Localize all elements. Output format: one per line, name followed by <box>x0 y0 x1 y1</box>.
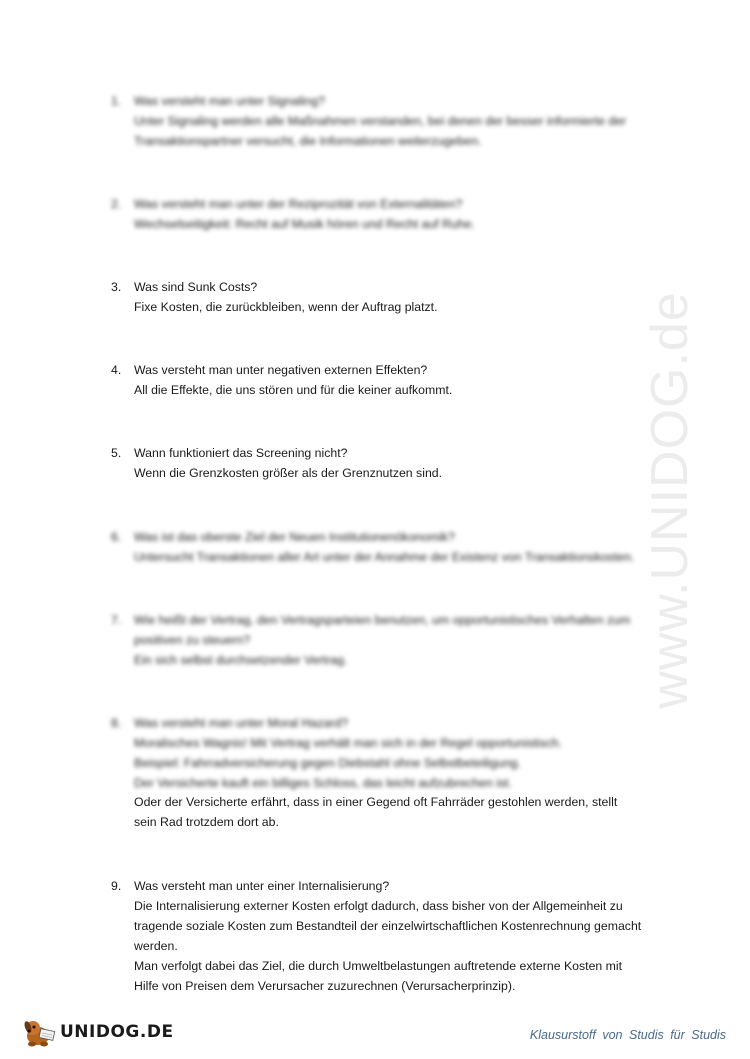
item-number: 9. <box>111 879 122 893</box>
qa-item <box>111 713 651 793</box>
dog-icon <box>22 1016 58 1048</box>
item-body <box>134 792 651 832</box>
answer-text: positiven zu steuern? <box>134 633 251 647</box>
item-number: 2. <box>111 197 122 211</box>
qa-item <box>111 610 651 670</box>
question-text: Was versteht man unter negativen externen Effekten? <box>134 363 428 377</box>
question-text: Was versteht man unter der Reziprozität von Externalitäten? <box>134 197 463 211</box>
answer-text: Fixe Kosten, die zurückbleiben, wenn der Auftrag platzt. <box>134 300 438 314</box>
watermark: www.UNIDOG.de <box>641 291 699 709</box>
answer-text: sein Rad trotzdem dort ab. <box>134 815 279 829</box>
question-text: Wann funktioniert das Screening nicht? <box>134 446 348 460</box>
answer-text: Wenn die Grenzkosten größer als der Grenznutzen sind. <box>134 466 443 480</box>
item-body <box>134 713 651 793</box>
question-text: Was sind Sunk Costs? <box>134 280 258 294</box>
answer-text: Die Internalisierung externer Kosten erfolgt dadurch, dass bisher von der Allgemeinheit zu <box>134 899 623 913</box>
item-number: 4. <box>111 363 122 377</box>
qa-item <box>111 443 651 483</box>
unidog-logo <box>22 1016 174 1048</box>
item-body <box>134 876 651 996</box>
answer-text: All die Effekte, die uns stören und für die keiner aufkommt. <box>134 383 453 397</box>
answer-text: werden. <box>134 939 178 953</box>
item-body <box>134 443 651 483</box>
item-number: 8. <box>111 716 122 730</box>
question-text: Was versteht man unter Signaling? <box>134 94 325 108</box>
answer-text: Ein sich selbst durchsetzender Vertrag. <box>134 653 348 667</box>
answer-text: Hilfe von Preisen dem Verursacher zuzurechnen (Verursacherprinzip). <box>134 979 516 993</box>
qa-item <box>111 876 651 996</box>
footer-tagline: Klausurstoff von Studis für Studis <box>529 1028 726 1042</box>
answer-text: tragende soziale Kosten zum Bestandteil der einzelwirtschaftlichen Kostenrechnung gemacht <box>134 919 642 933</box>
question-text: Was ist das oberste Ziel der Neuen Institutionenökonomik? <box>134 530 455 544</box>
answer-text: Oder der Versicherte erfährt, dass in einer Gegend oft Fahrräder gestohlen werden, stellt <box>134 795 618 809</box>
qa-item <box>111 527 651 567</box>
question-text: Was versteht man unter einer Internalisierung? <box>134 879 390 893</box>
question-text: Was versteht man unter Moral Hazard? <box>134 716 349 730</box>
item-body <box>134 360 651 400</box>
qa-item <box>111 360 651 400</box>
logo-text: UNIDOG.DE <box>60 1022 174 1042</box>
answer-text: Beispiel: Fahrradversicherung gegen Diebstahl ohne Selbstbeteiligung. <box>134 756 521 770</box>
answer-text: Der Versicherte kauft ein billiges Schloss, das leicht aufzubrechen ist. <box>134 776 512 790</box>
answer-text: Untersucht Transaktionen aller Art unter der Annahme der Existenz von Transaktionskosten. <box>134 550 635 564</box>
item-number: 6. <box>111 530 122 544</box>
answer-text: Wechselseitigkeit: Recht auf Musik hören und Recht auf Ruhe. <box>134 217 475 231</box>
item-number: 7. <box>111 613 122 627</box>
answer-text: Man verfolgt dabei das Ziel, die durch Umweltbelastungen auftretende externe Kosten mit <box>134 959 623 973</box>
item-body <box>134 91 651 151</box>
item-body <box>134 194 651 234</box>
item-body <box>134 277 651 317</box>
qa-item <box>111 194 651 234</box>
item-number: 3. <box>111 280 122 294</box>
item-number: 5. <box>111 446 122 460</box>
item-number: 1. <box>111 94 122 108</box>
answer-text: Transaktionspartner versucht, die Informationen weiterzugeben. <box>134 134 482 148</box>
question-text: Wie heißt der Vertrag, den Vertragsparteien benutzen, um opportunistisches Verhalten zum <box>134 613 631 627</box>
answer-text: Unter Signaling werden alle Maßnahmen verstanden, bei denen der besser informierte der <box>134 114 627 128</box>
qa-item <box>111 91 651 151</box>
item-body <box>134 527 651 567</box>
item-body <box>134 610 651 670</box>
answer-text: Moralisches Wagnis! Mit Vertrag verhält man sich in der Regel opportunistisch. <box>134 736 563 750</box>
qa-item <box>111 277 651 317</box>
qa-item <box>111 792 651 832</box>
